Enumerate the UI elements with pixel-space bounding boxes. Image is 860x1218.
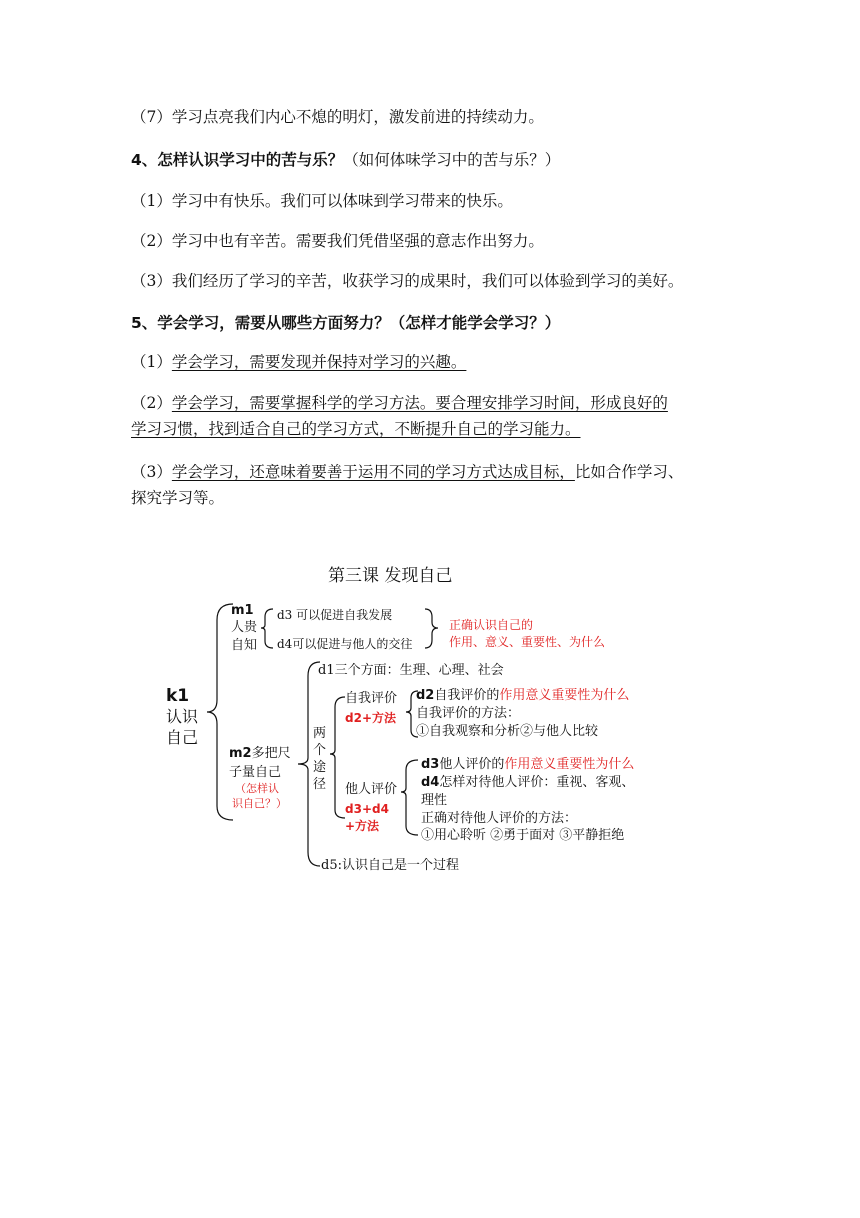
m1-d3: d3 可以促进自我发展 bbox=[277, 608, 393, 622]
m2-code: m2 bbox=[229, 746, 252, 761]
d2-black: 自我评价的 bbox=[434, 688, 500, 703]
d5-line bbox=[321, 858, 459, 874]
item-5-3-prefix: （3） bbox=[131, 463, 172, 481]
d1-line: d1三个方面：生理、心理、社会 bbox=[318, 663, 504, 678]
path-char-1: 两 bbox=[313, 726, 327, 741]
m1-red-note-1: 正确认识自己的 bbox=[449, 618, 534, 632]
other-eval-red-2: +方法 bbox=[345, 819, 380, 833]
other-eval-label: 他人评价 bbox=[345, 782, 398, 797]
other-eval-bracket bbox=[401, 760, 418, 835]
m2-red-note-2: 识自己？） bbox=[232, 797, 287, 810]
self-methods: ①自我观察和分析②与他人比较 bbox=[416, 724, 599, 739]
k1-label-1: 认识 bbox=[166, 707, 199, 726]
m2-red-note-1: （怎样认 bbox=[235, 782, 279, 795]
item-5-3-line2: 探究学习等。 bbox=[131, 489, 225, 507]
d2-code: d2 bbox=[416, 688, 435, 703]
m1-code: m1 bbox=[231, 603, 254, 618]
self-eval-red: d2+方法 bbox=[345, 711, 396, 725]
d3-red: 作用意义重要性为什么 bbox=[504, 757, 635, 772]
path-char-2: 个 bbox=[313, 743, 327, 758]
m1-label-1: 人贵 bbox=[231, 620, 258, 635]
d2-red: 作用意义重要性为什么 bbox=[499, 688, 630, 703]
d3-code: d3 bbox=[421, 757, 440, 772]
d4-text: 怎样对待他人评价：重视、客观、 bbox=[439, 775, 635, 790]
d3-line bbox=[421, 757, 634, 773]
item-5-1-prefix: （1） bbox=[131, 353, 172, 371]
m1-d4: d4可以促进与他人的交往 bbox=[277, 637, 413, 651]
heading-4-note: （如何体味学习中的苦与乐？） bbox=[343, 151, 561, 169]
self-eval-label: 自我评价 bbox=[345, 691, 398, 706]
path-char-3: 途 bbox=[313, 760, 327, 775]
other-eval-red-1: d3+d4 bbox=[345, 802, 389, 816]
item-5-2-underlined-1: 学会学习，需要掌握科学的学习方法。要合理安排学习时间，形成良好的 bbox=[171, 394, 668, 412]
item-5-1-underlined: 学会学习，需要发现并保持对学习的兴趣。 bbox=[171, 353, 467, 371]
item-7: （7）学习点亮我们内心不熄的明灯，激发前进的持续动力。 bbox=[131, 108, 544, 126]
m1-label-2: 自知 bbox=[231, 638, 258, 653]
other-methods: ①用心聆听 ②勇于面对 ③平静拒绝 bbox=[421, 828, 625, 843]
k1-bracket bbox=[207, 604, 233, 820]
heading-4-text: 4、怎样认识学习中的苦与乐？ bbox=[131, 151, 344, 169]
d5-text: d5:认识自己是一个过程 bbox=[321, 858, 459, 873]
self-methods-title: 自我评价的方法： bbox=[416, 706, 521, 721]
m2-label-2: 子量自己 bbox=[229, 765, 282, 780]
item-4-3: （3）我们经历了学习的辛苦，收获学习的成果时，我们可以体验到学习的美好。 bbox=[131, 272, 684, 290]
item-5-3-rest: 比如合作学习、 bbox=[574, 463, 684, 481]
item-5-2-underlined-2: 学习习惯，找到适合自己的学习方式，不断提升自己的学习能力。 bbox=[131, 420, 581, 438]
diagram-title: 第三课 发现自己 bbox=[328, 566, 453, 586]
m2-label-1-rest: 多把尺 bbox=[251, 746, 291, 761]
d4-line-1 bbox=[421, 775, 634, 791]
heading-5: 5、学会学习，需要从哪些方面努力？（怎样才能学会学习？） bbox=[131, 314, 561, 332]
path-char-4: 径 bbox=[313, 777, 327, 792]
m2-label-1 bbox=[229, 746, 291, 762]
k1-code: k1 bbox=[166, 686, 190, 706]
m1-red-note-2: 作用、意义、重要性、为什么 bbox=[449, 635, 606, 649]
item-5-2-prefix: （2） bbox=[131, 394, 172, 412]
m1-right-brace bbox=[425, 609, 438, 648]
item-4-2: （2）学习中也有辛苦。需要我们凭借坚强的意志作出努力。 bbox=[131, 232, 544, 250]
paths-bracket bbox=[330, 697, 345, 818]
other-methods-title: 正确对待他人评价的方法： bbox=[421, 811, 578, 826]
d4-line-2: 理性 bbox=[421, 793, 448, 808]
item-4-1: （1）学习中有快乐。我们可以体味到学习带来的快乐。 bbox=[131, 192, 513, 210]
d2-line bbox=[416, 688, 629, 704]
item-5-3-underlined: 学会学习，还意味着要善于运用不同的学习方式达成目标， bbox=[171, 463, 575, 481]
k1-label-2: 自己 bbox=[166, 728, 199, 747]
d4-code: d4 bbox=[421, 775, 440, 790]
d3-black: 他人评价的 bbox=[439, 757, 505, 772]
m1-bracket bbox=[261, 609, 273, 648]
